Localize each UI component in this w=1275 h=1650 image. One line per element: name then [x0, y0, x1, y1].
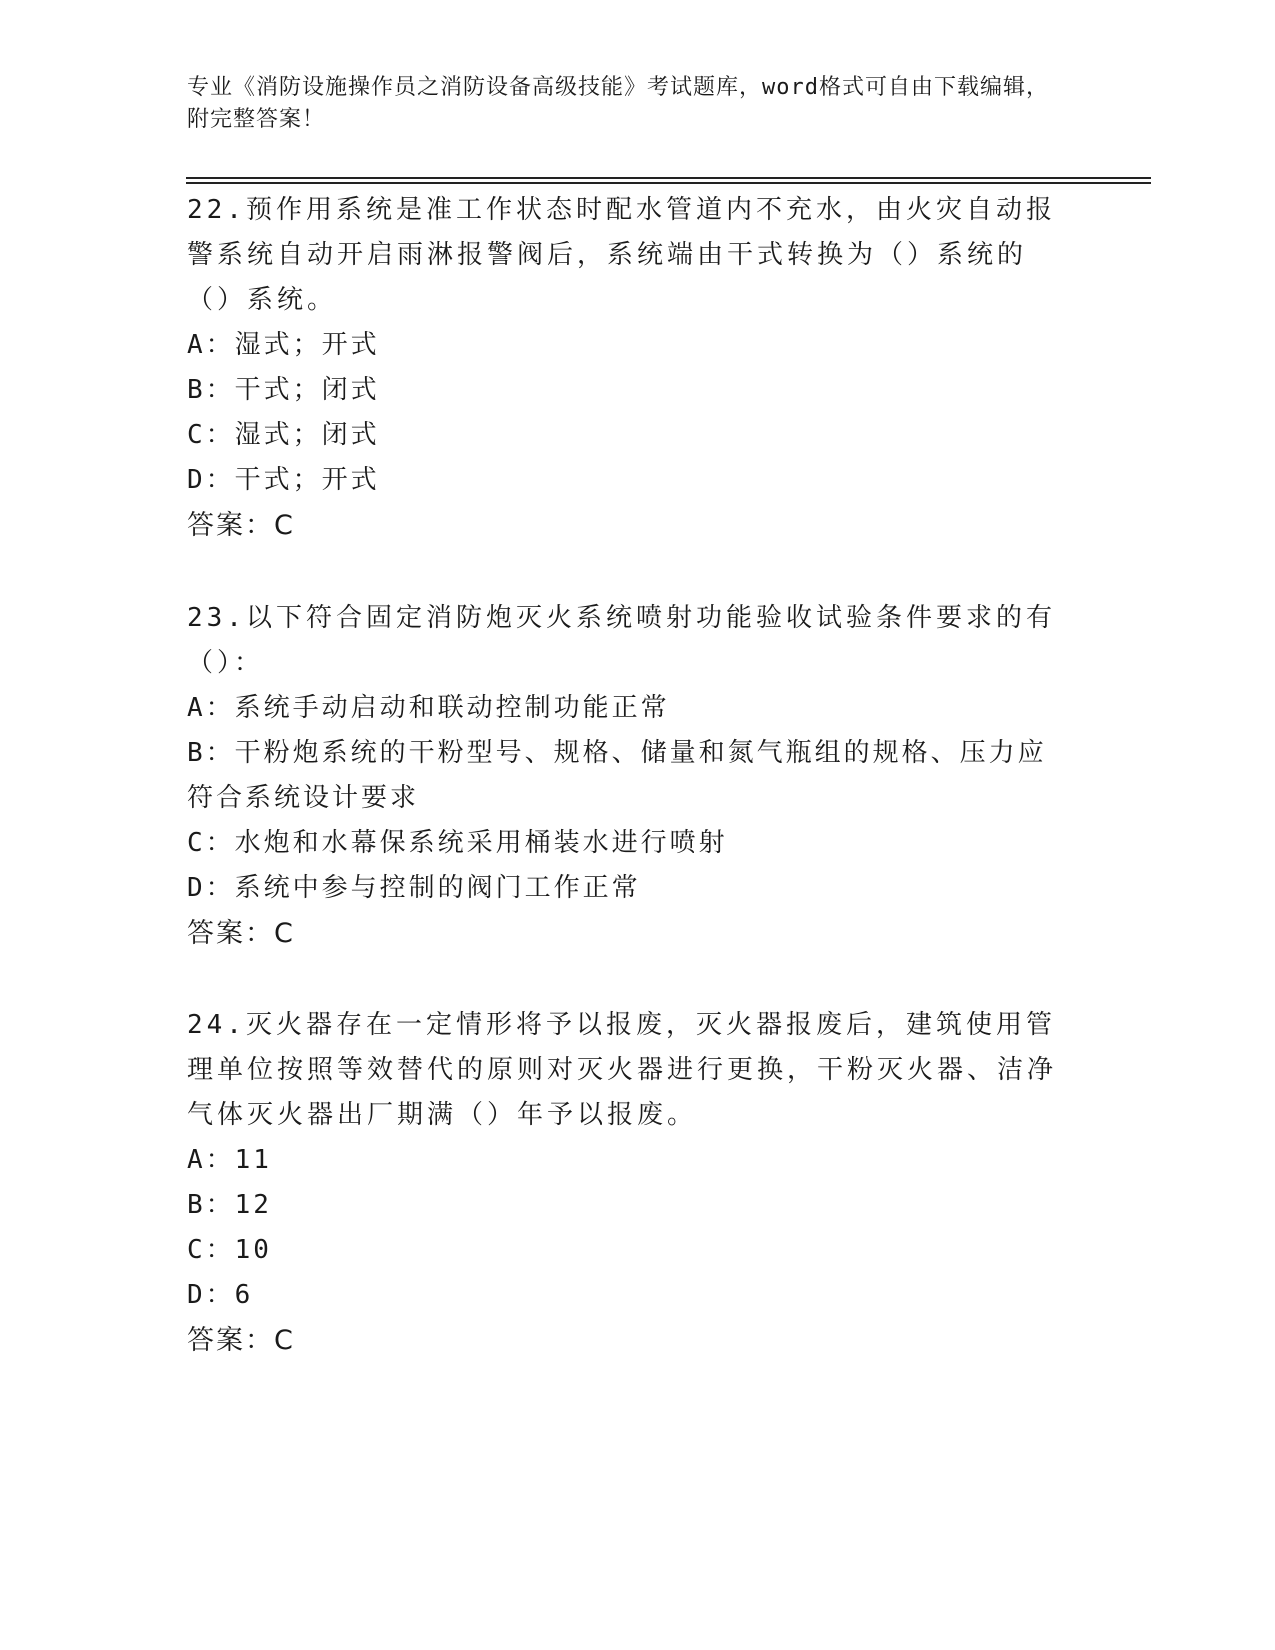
question-22 — [187, 188, 1067, 548]
option-b: B：12 — [187, 1190, 272, 1220]
header-divider-bottom — [186, 182, 1151, 184]
option-c: C：水炮和水幕保系统采用桶装水进行喷射 — [187, 828, 728, 858]
question-24 — [187, 1003, 1067, 1363]
question-23 — [187, 596, 1067, 956]
option-d: D：6 — [187, 1280, 254, 1310]
option-a: A：11 — [187, 1145, 272, 1175]
answer-label: 答案：C — [187, 918, 295, 949]
option-d: D：干式；开式 — [187, 465, 380, 495]
option-b: B：干式；闭式 — [187, 375, 380, 405]
header-divider-top — [186, 177, 1151, 179]
question-stem: 24.灭火器存在一定情形将予以报废，灭火器报废后，建筑使用管理单位按照等效替代的原则对灭火器进行更换，干粉灭火器、洁净气体灭火器出厂期满（）年予以报废。 — [187, 1010, 1058, 1130]
option-a: A：系统手动启动和联动控制功能正常 — [187, 693, 670, 723]
document-header: 专业《消防设施操作员之消防设备高级技能》考试题库，word格式可自由下载编辑，附完整答案！ — [187, 75, 1049, 132]
option-a: A：湿式；开式 — [187, 330, 380, 360]
question-stem: 22.预作用系统是准工作状态时配水管道内不充水，由火灾自动报警系统自动开启雨淋报警阀后，系统端由干式转换为（）系统的（）系统。 — [187, 195, 1056, 315]
answer-label: 答案：C — [187, 1325, 295, 1356]
option-d: D：系统中参与控制的阀门工作正常 — [187, 873, 641, 903]
answer-label: 答案：C — [187, 510, 295, 541]
option-c: C：湿式；闭式 — [187, 420, 380, 450]
option-c: C：10 — [187, 1235, 272, 1265]
question-stem: 23.以下符合固定消防炮灭火系统喷射功能验收试验条件要求的有（）： — [187, 603, 1056, 678]
option-b: B：干粉炮系统的干粉型号、规格、储量和氮气瓶组的规格、压力应符合系统设计要求 — [187, 738, 1047, 813]
